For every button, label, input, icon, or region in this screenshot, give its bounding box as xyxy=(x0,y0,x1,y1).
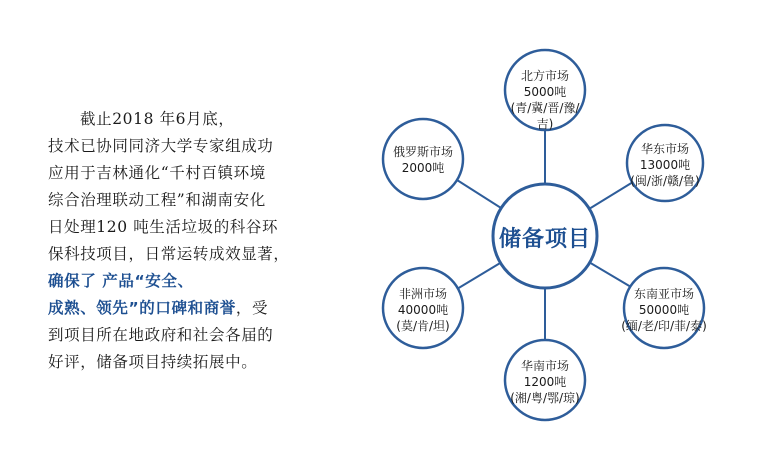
highlight-text: 成熟、领先”的口碑和商誉 xyxy=(48,299,236,317)
node-regions: (缅/老/印/菲/泰) xyxy=(621,319,707,333)
text-line: 综合治理联动工程”和湖南安化 xyxy=(48,191,266,209)
node-east xyxy=(623,141,707,189)
node-regions: (湘/粤/鄂/琼) xyxy=(510,391,580,405)
text-line: 技术已协同同济大学专家组成功 xyxy=(48,137,274,155)
node-name: 俄罗斯市场 xyxy=(392,145,453,159)
node-amount: 40000吨 xyxy=(397,303,449,317)
node-name: 华东市场 xyxy=(640,142,689,156)
node-regions: (莫/肯/坦) xyxy=(396,319,450,333)
node-southeast xyxy=(620,286,708,334)
node-name: 北方市场 xyxy=(520,69,569,83)
node-name: 东南亚市场 xyxy=(633,287,694,301)
text-line: 保科技项目，日常运转成效显著， xyxy=(48,245,290,263)
node-amount: 50000吨 xyxy=(638,303,690,317)
node-regions: (青/冀/晋/豫/吉) xyxy=(510,101,580,131)
node-amount: 1200吨 xyxy=(523,375,567,389)
text-line: 应用于吉林通化“千村百镇环境 xyxy=(48,164,266,182)
text-line: 好评，储备项目持续拓展中。 xyxy=(48,353,258,371)
node-north xyxy=(503,68,587,132)
node-southwest xyxy=(381,286,465,334)
node-amount: 5000吨 xyxy=(523,85,567,99)
node-regions: (闽/浙/赣/鲁) xyxy=(630,174,700,188)
text-line-tail: ，受 xyxy=(235,299,269,317)
text-line: 截止2018 年6月底， xyxy=(80,110,235,128)
node-south xyxy=(503,358,587,406)
node-name: 非洲市场 xyxy=(398,287,447,301)
node-amount: 2000吨 xyxy=(401,161,445,175)
center-label: 储备项目 xyxy=(498,227,591,252)
node-west xyxy=(379,144,467,176)
node-amount: 13000吨 xyxy=(639,158,691,172)
text-line: 到项目所在地政府和社会各届的 xyxy=(48,326,274,344)
highlight-text: 确保了 产品“安全、 xyxy=(48,272,194,290)
node-name: 华南市场 xyxy=(520,359,569,373)
text-line: 日处理120 吨生活垃圾的科谷环 xyxy=(48,218,279,236)
